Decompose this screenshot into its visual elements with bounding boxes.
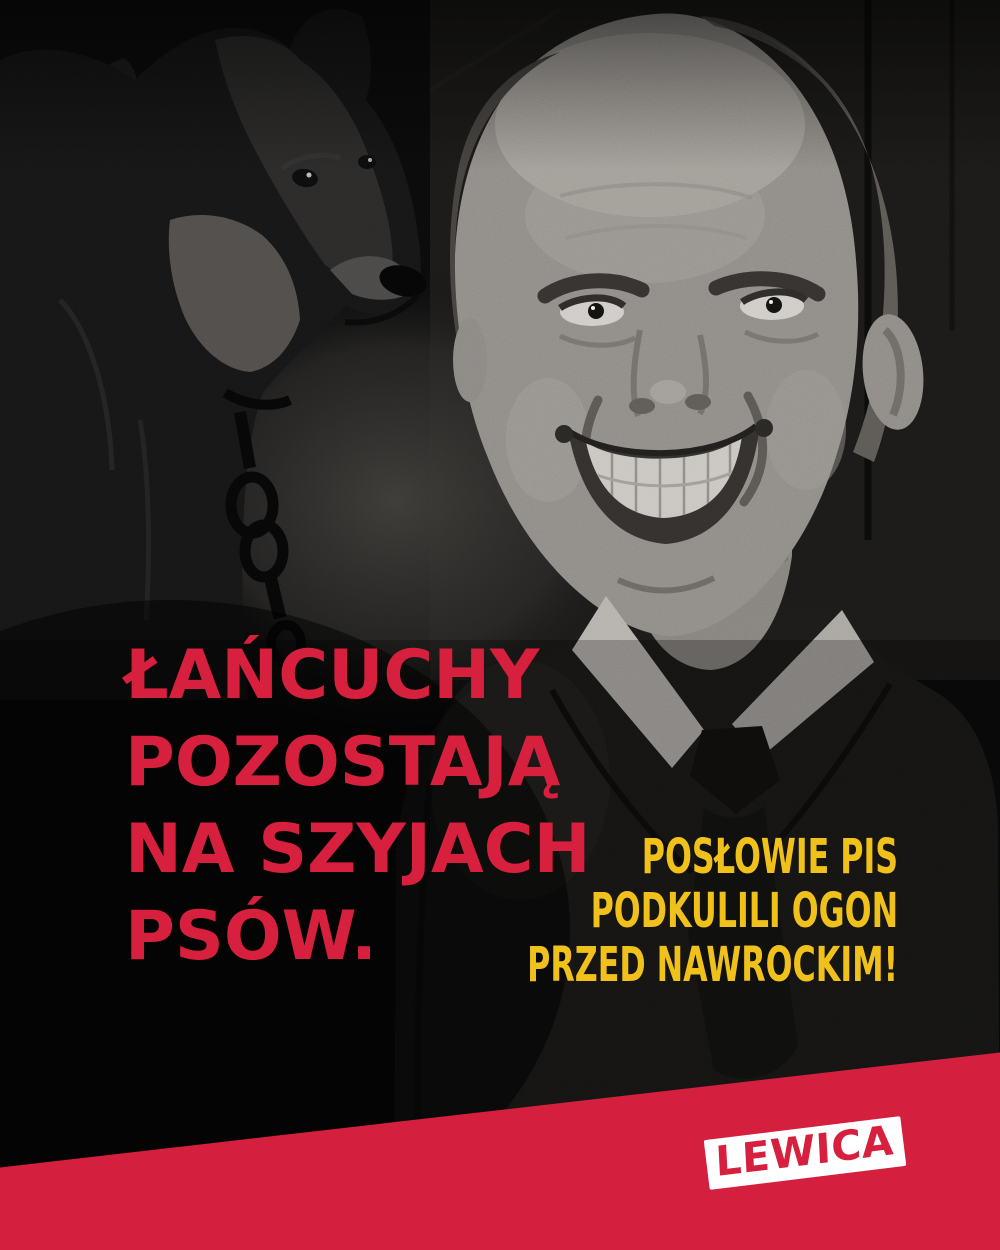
subheadline-line-1: POSŁOWIE PIS	[641, 829, 898, 885]
subheadline-line-3: PRZED NAWROCKIM!	[527, 937, 898, 993]
headline-line-4: PSÓW.	[125, 897, 377, 976]
headline-line-3: NA SZYJACH	[125, 810, 591, 889]
headline-line-1: ŁAŃCUCHY	[125, 636, 540, 715]
headline-line-2: POZOSTAJĄ	[125, 723, 561, 802]
subheadline	[336, 830, 898, 992]
subheadline-line-2: PODKULILI OGON	[590, 883, 898, 939]
lewica-logo-text: LEWICA	[714, 1116, 896, 1186]
